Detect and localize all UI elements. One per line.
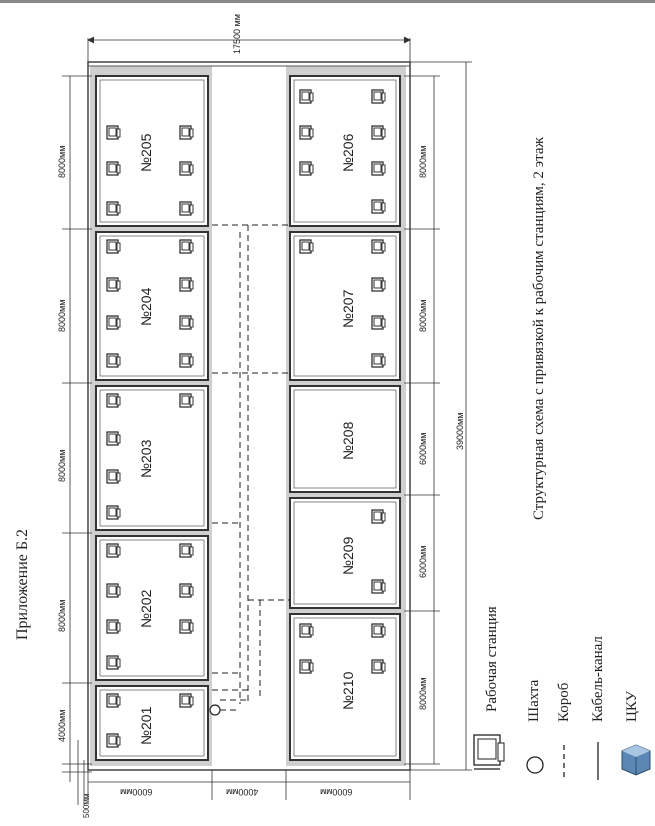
dim-room-201: 4000мм [57, 709, 67, 742]
dim-room-203: 8000мм [57, 449, 67, 482]
room-label-208: №208 [340, 421, 356, 460]
dim-room-207: 8000мм [418, 299, 428, 332]
shaft-symbol [210, 705, 220, 715]
legend-cku-label: ЦКУ [624, 690, 640, 722]
legend-cku-icon [622, 745, 650, 775]
dim-total-length: 39000мм [455, 412, 465, 450]
room-label-210: №210 [340, 671, 356, 710]
legend-cable-channel-label: Кабель-канал [590, 636, 606, 722]
legend-shaft-label: Шахта [526, 679, 542, 722]
dim-wall-offset: 500мм [82, 793, 91, 818]
dim-room-206: 8000мм [418, 145, 428, 178]
appendix-title: Приложение Б.2 [14, 528, 31, 640]
room-label-209: №209 [340, 536, 356, 575]
dim-room-204: 8000мм [57, 299, 67, 332]
diagram-caption: Структурная схема с привязкой к рабочим станциям, 2 этаж [531, 137, 547, 520]
dim-corridor-width: 4000мм [226, 787, 259, 797]
dim-room-202: 8000мм [57, 599, 67, 632]
dim-room-210: 8000мм [418, 677, 428, 710]
dim-right-row-width: 6000мм [320, 787, 353, 797]
legend-shaft-icon [527, 757, 543, 773]
room-label-205: №205 [138, 133, 154, 172]
legend-duct-label: Короб [556, 682, 572, 722]
dim-room-209: 6000мм [418, 545, 428, 578]
corridor [212, 66, 286, 766]
dim-room-208: 6000мм [418, 432, 428, 465]
room-label-204: №204 [138, 287, 154, 326]
room-label-201: №201 [138, 706, 154, 745]
dim-total-width: 17500 мм [232, 14, 242, 54]
dim-room-205: 8000мм [57, 145, 67, 178]
room-label-202: №202 [138, 589, 154, 628]
room-label-207: №207 [340, 289, 356, 328]
legend-workstation-label: Рабочая станция [484, 606, 500, 712]
dim-left-row-width: 6000мм [120, 787, 153, 797]
room-label-203: №203 [138, 439, 154, 478]
room-label-206: №206 [340, 133, 356, 172]
legend-workstation-icon [474, 735, 504, 769]
